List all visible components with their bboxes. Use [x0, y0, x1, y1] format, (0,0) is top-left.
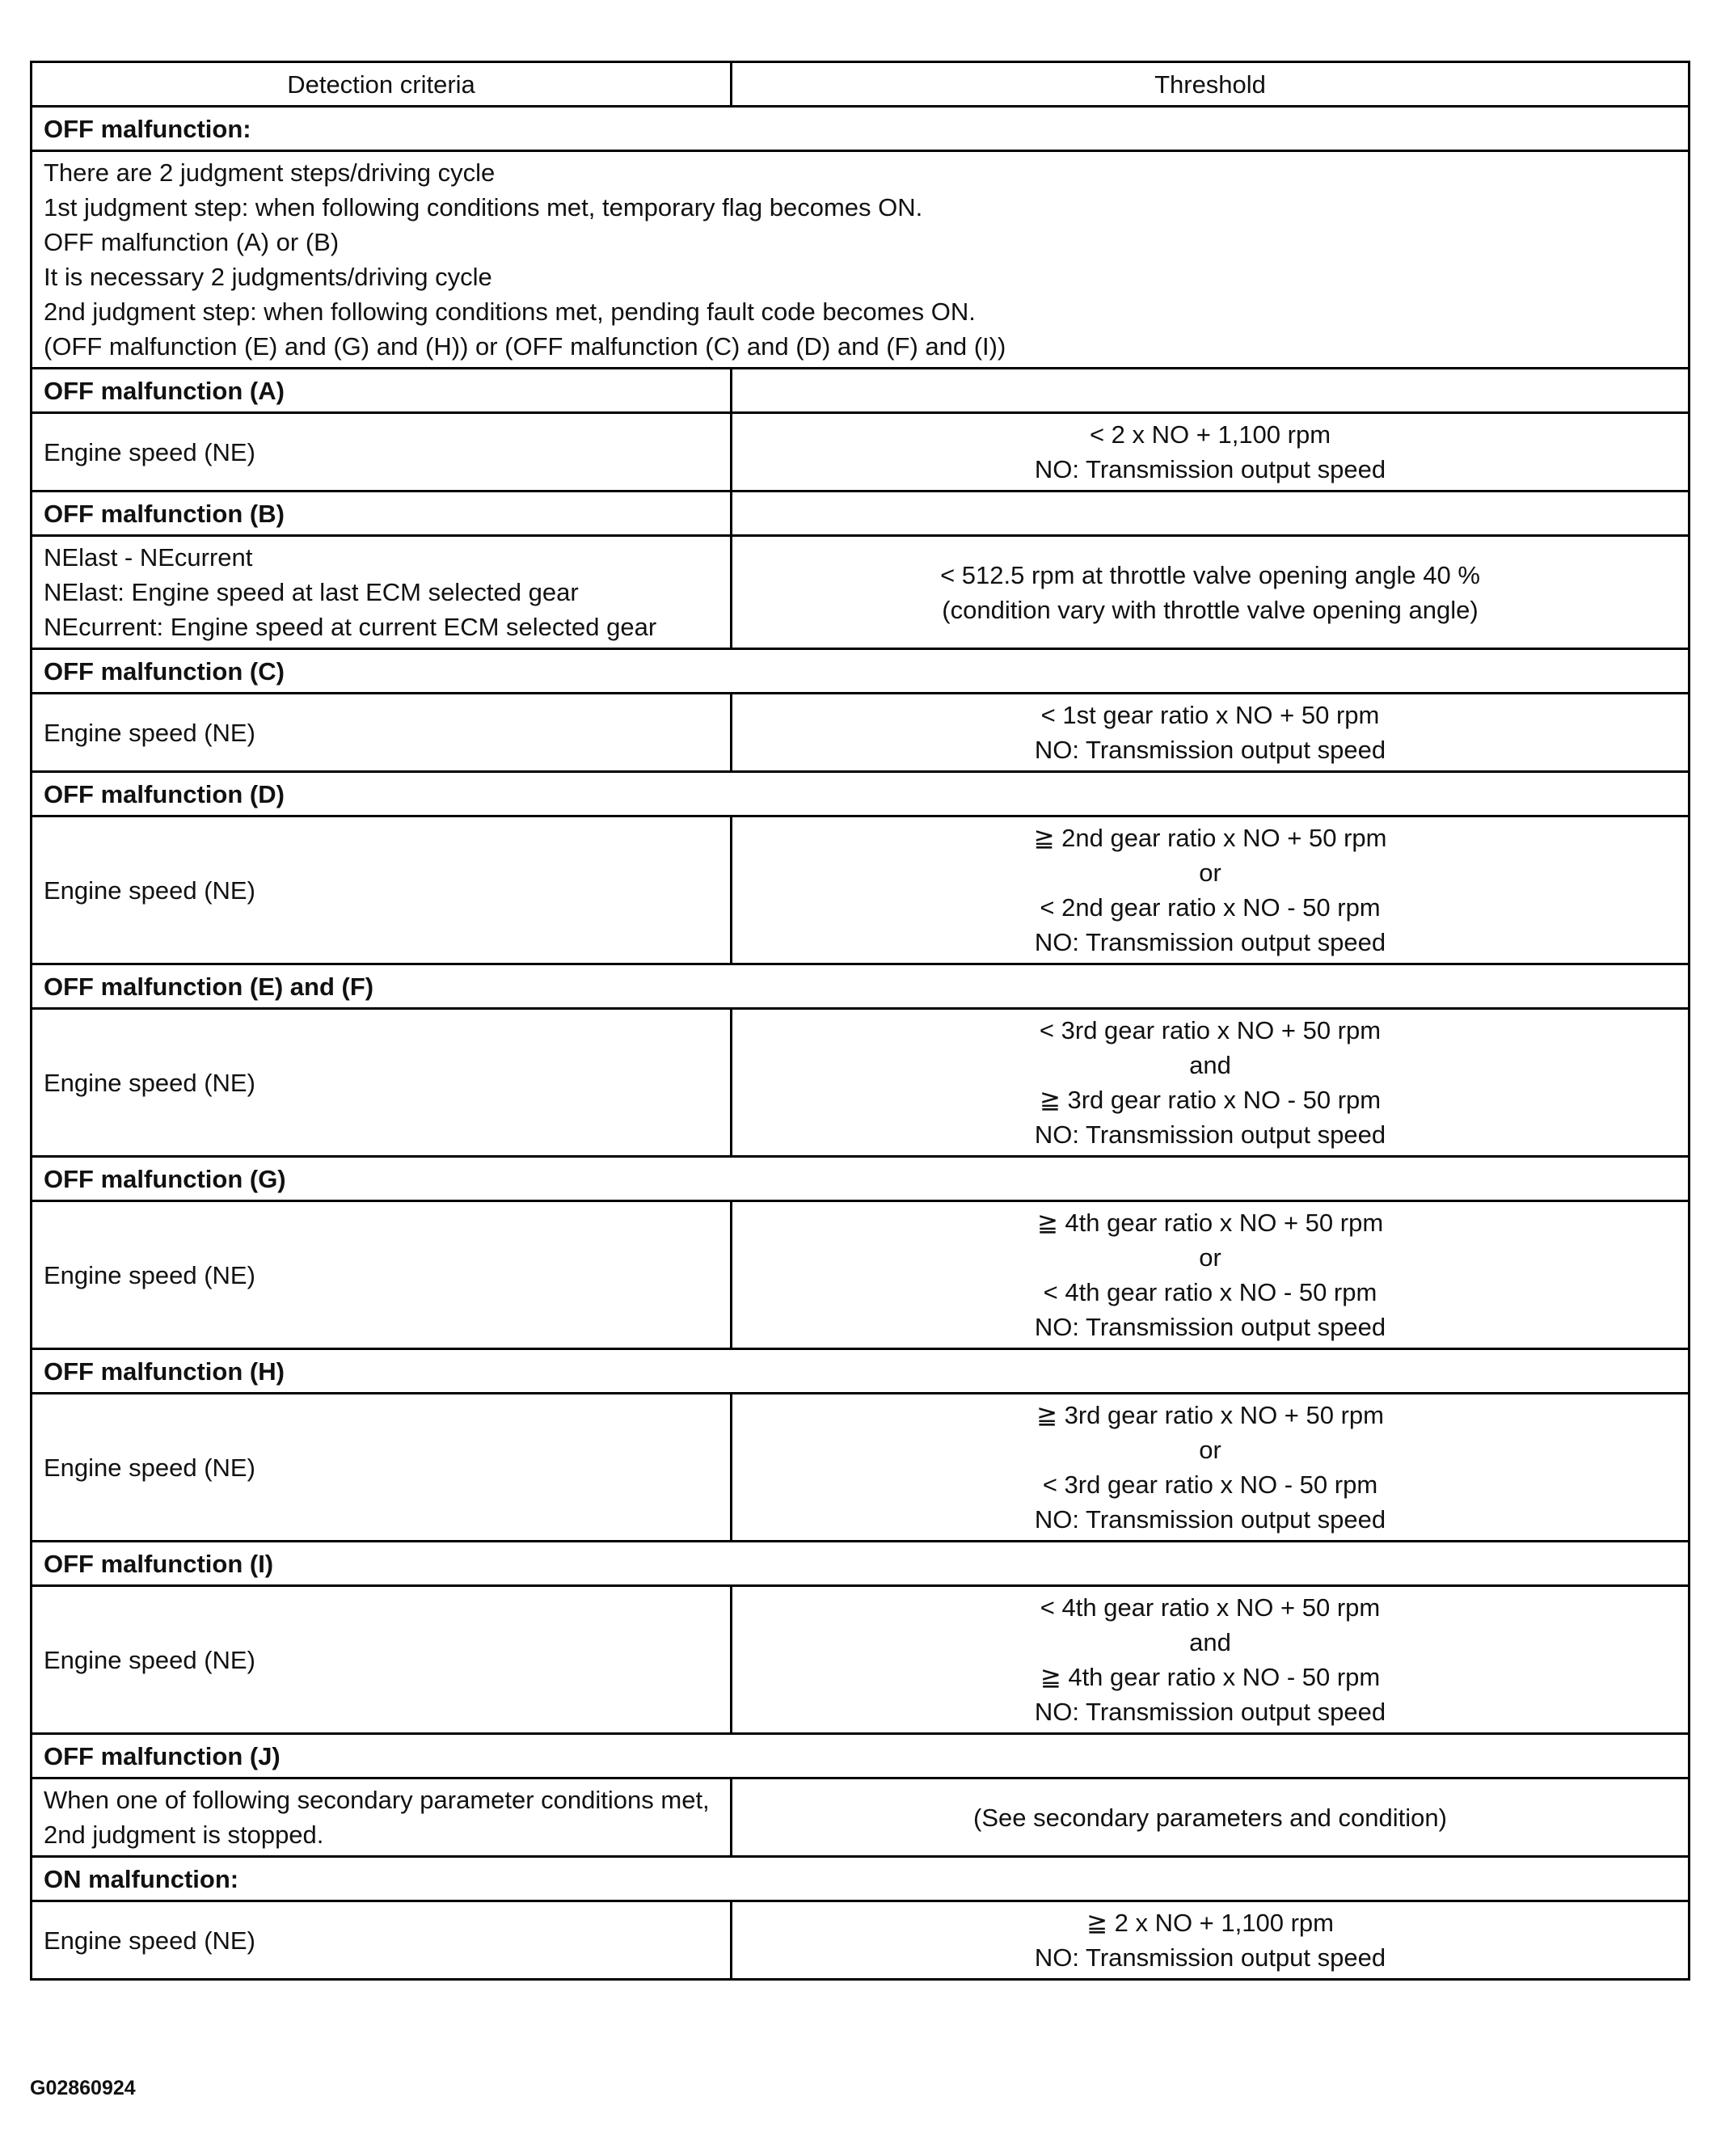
section-row [32, 1778, 1690, 1857]
threshold-line: or [1199, 1243, 1221, 1272]
criteria-line: NElast: Engine speed at last ECM selected gear [44, 578, 579, 606]
threshold-line: NO: Transmission output speed [1034, 928, 1386, 956]
threshold-cell [732, 816, 1690, 964]
section-title-row [32, 1349, 1690, 1394]
threshold-line: (See secondary parameters and condition) [973, 1803, 1447, 1832]
threshold-line: NO: Transmission output speed [1034, 1943, 1386, 1972]
threshold-line: ≧ 3rd gear ratio x NO + 50 rpm [1036, 1401, 1384, 1429]
off-malfunction-title: OFF malfunction: [32, 107, 1690, 151]
section-title-row [32, 772, 1690, 816]
threshold-line: < 512.5 rpm at throttle valve opening angle 40 % [940, 560, 1480, 589]
threshold-cell [732, 1394, 1690, 1542]
criteria-cell [32, 1586, 732, 1734]
threshold-cell [732, 413, 1690, 492]
criteria-cell [32, 1009, 732, 1157]
threshold-line: ≧ 4th gear ratio x NO - 50 rpm [1040, 1663, 1381, 1691]
section-title-row [32, 1734, 1690, 1778]
section-title: OFF malfunction (H) [32, 1349, 1690, 1394]
intro-row [32, 151, 1690, 369]
header-detection-criteria: Detection criteria [32, 62, 732, 107]
criteria-line: Engine speed (NE) [44, 875, 255, 905]
figure-id: G02860924 [30, 2077, 136, 2099]
section-title-row [32, 964, 1690, 1009]
section-row [32, 694, 1690, 772]
threshold-cell [732, 694, 1690, 772]
threshold-line: ≧ 3rd gear ratio x NO - 50 rpm [1039, 1086, 1382, 1114]
threshold-line: NO: Transmission output speed [1034, 736, 1386, 764]
intro-cell [32, 151, 1690, 369]
section-title-row [32, 1157, 1690, 1201]
section-row [32, 536, 1690, 649]
criteria-cell [32, 1901, 732, 1980]
off-malfunction-title-row [32, 107, 1690, 151]
criteria-line: Engine speed (NE) [44, 1260, 255, 1289]
criteria-cell [32, 536, 732, 649]
section-title: OFF malfunction (B) [32, 492, 732, 536]
threshold-cell [732, 1901, 1690, 1980]
criteria-line: NElast - NEcurrent [44, 543, 253, 572]
criteria-cell [32, 1778, 732, 1857]
criteria-line: Engine speed (NE) [44, 718, 255, 747]
section-title: OFF malfunction (E) and (F) [32, 964, 1690, 1009]
threshold-line: NO: Transmission output speed [1034, 455, 1386, 483]
threshold-line: NO: Transmission output speed [1034, 1698, 1386, 1726]
section-row [32, 816, 1690, 964]
section-title-row [32, 1542, 1690, 1586]
criteria-line: Engine speed (NE) [44, 1645, 255, 1674]
criteria-line: Engine speed (NE) [44, 1453, 255, 1482]
intro-line: There are 2 judgment steps/driving cycle [44, 158, 496, 187]
threshold-line: < 2 x NO + 1,100 rpm [1089, 420, 1331, 449]
section-title: OFF malfunction (G) [32, 1157, 1690, 1201]
threshold-line: < 4th gear ratio x NO + 50 rpm [1040, 1593, 1381, 1622]
threshold-line: ≧ 4th gear ratio x NO + 50 rpm [1036, 1209, 1384, 1237]
criteria-cell [32, 694, 732, 772]
section-title: OFF malfunction (I) [32, 1542, 1690, 1586]
table-header-row [32, 62, 1690, 107]
empty-cell [732, 492, 1690, 536]
criteria-cell [32, 413, 732, 492]
section-title: OFF malfunction (C) [32, 649, 1690, 694]
criteria-line: Engine speed (NE) [44, 1068, 255, 1097]
section-row [32, 1394, 1690, 1542]
threshold-cell [732, 1586, 1690, 1734]
criteria-cell [32, 1394, 732, 1542]
criteria-line: 2nd judgment is stopped. [44, 1821, 324, 1849]
section-row [32, 1201, 1690, 1349]
intro-line: 1st judgment step: when following conditions met, temporary flag becomes ON. [44, 193, 923, 222]
section-title: OFF malfunction (D) [32, 772, 1690, 816]
threshold-line: and [1189, 1051, 1231, 1079]
threshold-line: NO: Transmission output speed [1034, 1120, 1386, 1149]
threshold-cell [732, 1009, 1690, 1157]
empty-cell [732, 369, 1690, 413]
threshold-line: ≧ 2 x NO + 1,100 rpm [1086, 1909, 1334, 1937]
section-title: OFF malfunction (A) [32, 369, 732, 413]
section-title-row [32, 492, 1690, 536]
detection-table [30, 61, 1690, 1981]
criteria-cell [32, 816, 732, 964]
section-title-row [32, 649, 1690, 694]
threshold-cell [732, 1778, 1690, 1857]
criteria-line: NEcurrent: Engine speed at current ECM selected gear [44, 613, 657, 641]
intro-line: OFF malfunction (A) or (B) [44, 228, 340, 256]
threshold-cell [732, 536, 1690, 649]
section-row [32, 1586, 1690, 1734]
threshold-line: and [1189, 1628, 1231, 1656]
threshold-line: < 1st gear ratio x NO + 50 rpm [1040, 701, 1380, 729]
threshold-line: < 3rd gear ratio x NO + 50 rpm [1039, 1016, 1382, 1044]
section-title: OFF malfunction (J) [32, 1734, 1690, 1778]
criteria-line: When one of following secondary parameter conditions met, [44, 1786, 710, 1814]
threshold-line: or [1199, 1436, 1221, 1464]
criteria-cell [32, 1201, 732, 1349]
threshold-line: < 4th gear ratio x NO - 50 rpm [1043, 1278, 1377, 1306]
header-threshold: Threshold [732, 62, 1690, 107]
on-malfunction-title: ON malfunction: [32, 1857, 1690, 1901]
threshold-line: NO: Transmission output speed [1034, 1313, 1386, 1341]
section-title-row [32, 369, 1690, 413]
threshold-line: < 2nd gear ratio x NO - 50 rpm [1040, 893, 1381, 922]
section-row [32, 413, 1690, 492]
criteria-line: Engine speed (NE) [44, 437, 255, 466]
criteria-line: Engine speed (NE) [44, 1926, 255, 1955]
threshold-line: ≧ 2nd gear ratio x NO + 50 rpm [1033, 824, 1387, 852]
threshold-line: < 3rd gear ratio x NO - 50 rpm [1042, 1470, 1378, 1499]
threshold-line: NO: Transmission output speed [1034, 1505, 1386, 1534]
threshold-line: (condition vary with throttle valve opening angle) [942, 595, 1479, 624]
section-title-row [32, 1857, 1690, 1901]
threshold-cell [732, 1201, 1690, 1349]
intro-line: 2nd judgment step: when following conditions met, pending fault code becomes ON. [44, 297, 976, 326]
intro-line: (OFF malfunction (E) and (G) and (H)) or (OFF malfunction (C) and (D) and (F) and (I)) [44, 332, 1006, 361]
section-row [32, 1901, 1690, 1980]
section-row [32, 1009, 1690, 1157]
threshold-line: or [1199, 859, 1221, 887]
intro-line: It is necessary 2 judgments/driving cycle [44, 263, 492, 291]
